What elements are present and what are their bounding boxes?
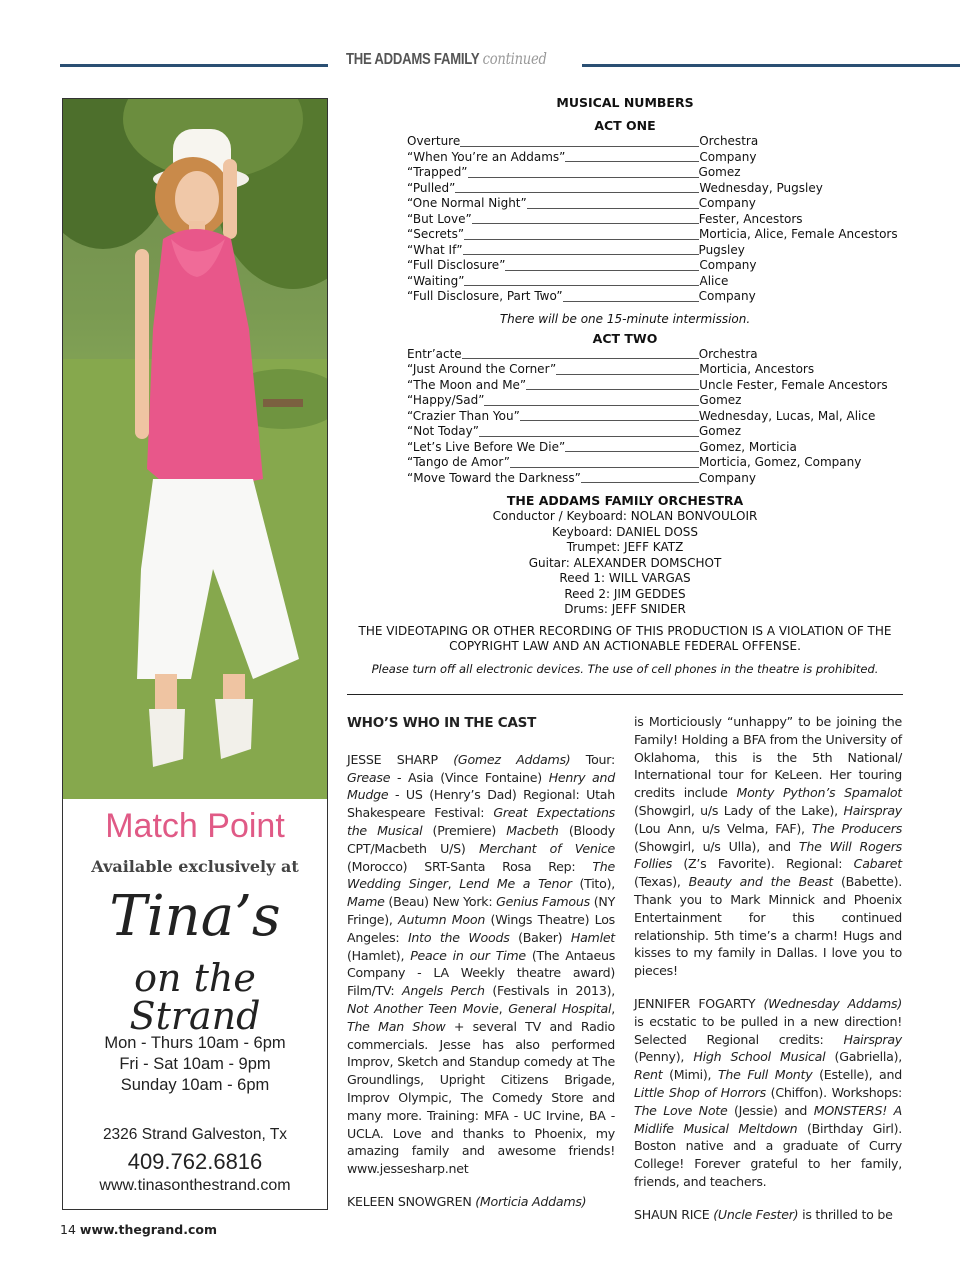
performer: Wednesday, Lucas, Mal, Alice (698, 408, 876, 423)
bio-shaun-rice (634, 1206, 902, 1224)
musical-number-row (407, 243, 903, 259)
leader-line (468, 177, 699, 178)
leader-line (510, 467, 699, 468)
recording-notice (347, 624, 903, 655)
cast-name: JESSE SHARP (347, 751, 438, 767)
leader-line (581, 482, 699, 483)
ad-address: 2326 Strand Galveston, Tx (102, 1126, 288, 1143)
musical-number-row (407, 212, 903, 228)
leader-line (455, 192, 699, 193)
performer: Gomez (699, 393, 742, 407)
page-footer (60, 1222, 217, 1237)
running-header: THE ADDAMS FAMILY continued (346, 49, 547, 68)
song-title: “Tango de Amor” (407, 455, 511, 469)
song-title: “Move Toward the Darkness” (407, 470, 581, 485)
cast-role: (Uncle Fester) (713, 1206, 799, 1222)
performer: Company (699, 258, 757, 272)
song-title: “Secrets” (407, 227, 465, 241)
orchestra-member: Conductor / Keyboard: NOLAN BONVOULOIR (492, 509, 758, 523)
program-section (347, 94, 903, 677)
musical-number-row (407, 471, 903, 487)
performer: Pugsley (698, 242, 745, 257)
header-rule-left (60, 64, 328, 67)
ad-hours-line: Fri - Sat 10am - 9pm (119, 1055, 271, 1073)
orchestra-title: THE ADDAMS FAMILY ORCHESTRA (506, 493, 744, 508)
orchestra-member: Keyboard: DANIEL DOSS (551, 524, 699, 539)
performer: Uncle Fester, Female Ancestors (699, 377, 888, 392)
musical-number-row (407, 134, 903, 150)
musical-number-row (407, 424, 903, 440)
header-rule-right (582, 64, 960, 67)
musical-number-row (407, 150, 903, 166)
leader-line (472, 223, 699, 224)
store-advertisement[interactable] (62, 98, 328, 1210)
performer: Morticia, Alice, Female Ancestors (699, 227, 898, 241)
musical-number-row (407, 165, 903, 181)
musical-number-row (407, 258, 903, 274)
musical-number-row (407, 362, 903, 378)
performer: Fester, Ancestors (698, 211, 803, 226)
musical-number-row (407, 196, 903, 212)
cast-role: (Wednesday Addams) (763, 995, 902, 1011)
song-title: “Trapped” (407, 165, 468, 179)
song-title: “The Moon and Me” (407, 377, 527, 392)
performer: Company (698, 196, 756, 210)
intermission-note: There will be one 15-minute intermission. (499, 311, 751, 326)
act-one-title: ACT ONE (594, 118, 656, 133)
song-title: “Full Disclosure, Part Two” (407, 289, 563, 303)
musical-number-row (407, 347, 903, 363)
musical-number-row (407, 409, 903, 425)
performer: Orchestra (699, 134, 759, 148)
bio-keleen-continued: is Morticiously “unhappy” to be joining the Family! Holding a BFA from the University of Oklahoma, this is the 5th National/ International tour for KeLeen. Her touring credits include Monty Python’s Spamalot (Showgirl, u/s Lady of the Lake), Hairspray (Lou Ann, u/s Velma, FAF), The Producers (Showgirl, u/s Ulla), and The Will Rogers Follies (Z’s Favorite). Regional: Cabaret (Texas), Beauty and the Beast (Babette). Thank you to Mark Minnick and Phoenix Entertainment for this continued relationship. 5th time’s a charm! Hugs and kisses to my family in Dallas. I love you to pieces! (634, 714, 903, 979)
leader-line (565, 161, 699, 162)
performer: Morticia, Gomez, Company (699, 455, 862, 469)
performer: Gomez, Morticia (699, 439, 797, 454)
song-title: “What If” (407, 242, 463, 257)
section-divider (347, 694, 903, 695)
whos-who-column-2 (634, 713, 902, 1239)
cast-name: SHAUN RICE (634, 1206, 710, 1222)
performer: Company (698, 289, 756, 303)
leader-line (505, 270, 699, 271)
performer: Morticia, Ancestors (699, 362, 815, 376)
musical-number-row (407, 289, 903, 305)
leader-line (565, 451, 699, 452)
act-two-title: ACT TWO (592, 330, 658, 346)
ad-hours-line: Sunday 10am - 6pm (120, 1076, 270, 1094)
bio-keleen-snowgren (347, 1193, 615, 1211)
cast-role: (Morticia Addams) (475, 1193, 587, 1209)
song-title: “Pulled” (407, 180, 456, 195)
leader-line (526, 389, 699, 390)
fashion-photo (63, 99, 327, 799)
footer-site-link[interactable]: www.thegrand.com (79, 1222, 217, 1237)
page-number: 14 (60, 1222, 76, 1237)
orchestra-member: Drums: JEFF SNIDER (564, 602, 686, 616)
musical-number-row (407, 455, 903, 471)
ad-store-name-sub: on the Strand (129, 956, 261, 1038)
orchestra-member: Guitar: ALEXANDER DOMSCHOT (528, 555, 722, 570)
performer: Gomez (698, 165, 741, 179)
leader-line (464, 285, 699, 286)
ad-hours-line: Mon - Thurs 10am - 6pm (104, 1034, 286, 1052)
musical-number-row (407, 378, 903, 394)
leader-line (556, 374, 699, 375)
song-title: “Waiting” (407, 273, 465, 288)
musical-number-row (407, 227, 903, 243)
cast-name: JENNIFER FOGARTY (634, 995, 756, 1011)
leader-line (520, 420, 699, 421)
bio-jennifer-fogarty: JENNIFER FOGARTY (Wednesday Addams) is ecstatic to be pulled in a new direction! Selected Regional credits: Hairspray (Penny), High School Musical (Gabriella), Rent (Mimi), The Full Monty (Estelle), and Little Shop of Horrors (Chiffon). Workshops: The Love Note (Jessie) and MONSTERS! A Midlife Musical Meltdown (Birthday Girl). Boston native and a graduate of Curry College! Forever grateful to her family, friends, and teachers. (634, 995, 903, 1189)
musical-number-row (407, 274, 903, 290)
musical-number-row (407, 393, 903, 409)
song-title: “When You’re an Addams” (407, 149, 566, 164)
phones-notice: Please turn off all electronic devices. The use of cell phones in the theatre is prohibited. (371, 661, 879, 676)
song-title: Entr’acte (407, 346, 462, 361)
cast-name: KELEEN SNOWGREN (347, 1193, 472, 1209)
song-title: “Just Around the Corner” (407, 362, 557, 376)
leader-line (464, 239, 699, 240)
leader-line (527, 208, 699, 209)
whos-who-column-1 (347, 713, 615, 1226)
orchestra-member: Reed 1: WILL VARGAS (559, 571, 691, 585)
leader-line (479, 436, 699, 437)
leader-line (460, 146, 699, 147)
whos-who-title: WHO’S WHO IN THE CAST (347, 715, 537, 731)
leader-line (563, 301, 699, 302)
performer: Wednesday, Pugsley (699, 180, 823, 195)
ad-brand-name: Match Point (105, 807, 285, 845)
song-title: “Happy/Sad” (407, 393, 485, 407)
musical-numbers-title: MUSICAL NUMBERS (556, 95, 694, 110)
orchestra-member: Trumpet: JEFF KATZ (566, 540, 684, 554)
song-title: “Let’s Live Before We Die” (407, 439, 566, 454)
cast-role: (Gomez Addams) (453, 751, 571, 767)
notice-line: COPYRIGHT LAW AND AN ACTIONABLE FEDERAL OFFENSE. (449, 639, 801, 653)
ad-availability: Available exclusively at (91, 857, 299, 876)
song-title: “Crazier Than You” (407, 408, 520, 423)
act-one-list (407, 134, 903, 305)
song-title: “Not Today” (407, 424, 479, 438)
song-title: “Full Disclosure” (407, 258, 506, 272)
bio-jesse-sharp: JESSE SHARP (Gomez Addams) Tour: Grease - Asia (Vince Fontaine) Henry and Mudge - US (Henry’s Dad) Regional: Utah Shakespeare Festival: Great Expectations the Musical (Premiere) Macbeth (Bloody CPT/Macbeth U/S) Merchant of Venice (Morocco) SRT-Santa Rosa Rep: The Wedding Singer, Lend Me a Tenor (Tito), Mame (Beau) New York: Genius Famous (NY Fringe), Autumn Moon (Wings Theatre) Los Angeles: Into the Woods (Baker) Hamlet (Hamlet), Peace in our Time (The Antaeus Company - LA Weekly theatre award) Film/TV: Angels Perch (Festivals in 2013), Not Another Teen Movie, General Hospital, The Man Show + several TV and Radio commercials. Jesse has also performed Improv, Sketch and Standup comedy at The Groundlings, Upright Citizens Brigade, Improv Olympic, The Comedy Store and many more. Training: MFA - UC Irvine, BA - UCLA. Love and thanks to Phoenix, my amazing family and awesome friends! www.jessesharp.net (347, 751, 616, 1177)
ad-store-name: Tina’s (109, 884, 281, 949)
performer: Orchestra (698, 346, 758, 361)
ad-website-link[interactable]: www.tinasonthestrand.com (99, 1177, 291, 1194)
bio-text: is thrilled to be (802, 1206, 893, 1222)
leader-line (484, 405, 699, 406)
song-title: “But Love” (407, 211, 472, 226)
song-title: “One Normal Night” (407, 196, 527, 210)
performer: Gomez (698, 424, 741, 438)
performer: Company (698, 470, 756, 485)
continued-label: continued (482, 49, 547, 68)
musical-number-row (407, 181, 903, 197)
notice-line: THE VIDEOTAPING OR OTHER RECORDING OF THIS PRODUCTION IS A VIOLATION OF THE (358, 623, 892, 638)
ad-hours (63, 1033, 327, 1096)
performer: Company (699, 149, 757, 164)
ad-phone[interactable]: 409.762.6816 (127, 1149, 263, 1174)
song-title: Overture (407, 134, 461, 148)
musical-number-row (407, 440, 903, 456)
leader-line (463, 254, 699, 255)
leader-line (462, 358, 699, 359)
act-two-list (407, 347, 903, 487)
performer: Alice (699, 273, 729, 288)
orchestra-list (347, 509, 903, 618)
orchestra-member: Reed 2: JIM GEDDES (564, 586, 686, 601)
